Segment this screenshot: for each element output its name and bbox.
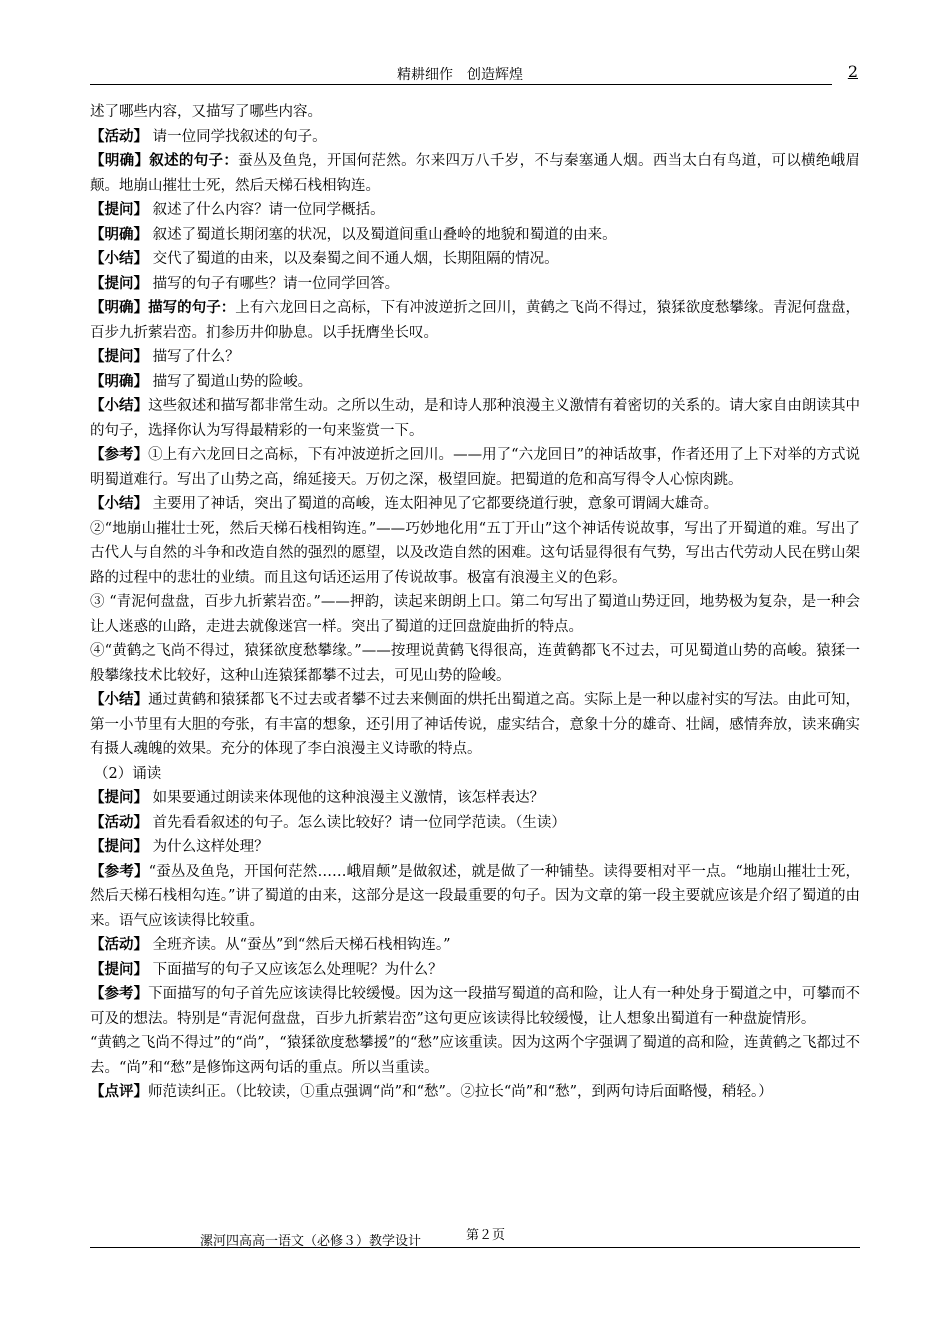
paragraph-text: 主要用了神话，突出了蜀道的高峻，连太阳神见了它都要绕道行驶，意象可谓阔大雄奇。 (148, 496, 719, 512)
paragraph (90, 125, 860, 150)
paragraph (90, 517, 860, 591)
paragraph (90, 811, 860, 836)
paragraph-text: 全班齐读。从“蚕丛”到“然后天梯石栈相钩连。” (148, 937, 451, 953)
paragraph (90, 1031, 860, 1080)
section-tag: 【参考】 (90, 862, 149, 880)
paragraph-text: 叙述了什么内容？请一位同学概括。 (148, 202, 385, 218)
section-tag: 【点评】 (90, 1083, 148, 1100)
section-tag: 【活动】 (90, 813, 148, 831)
paragraph (90, 860, 860, 934)
paragraph-text: 请一位同学找叙述的句子。 (148, 128, 327, 145)
section-tag: 【小结】 (90, 495, 148, 512)
paragraph (90, 223, 860, 248)
paragraph (90, 345, 860, 370)
section-tag: 【小结】 (90, 397, 149, 414)
paragraph-text: ①上有六龙回日之高标，下有冲波逆折之回川。——用了“六龙回日”的神话故事，作者还用了上下对举的方式说明蜀道难行。写出了山势之高，绵延接天。万仞之深，极望回旋。把蜀道的危和高写得令人心惊肉跳。 (90, 447, 860, 488)
paragraph-text: ③ “青泥何盘盘，百步九折萦岩峦。”——押韵，读起来朗朗上口。第二句写出了蜀道山势迂回，地势极为复杂，是一种会让人迷惑的山路，走进去就像迷宫一样。突出了蜀道的迂回盘旋曲折的特点。 (90, 594, 860, 635)
paragraph (90, 688, 860, 762)
paragraph (90, 100, 860, 125)
section-tag: 【参考】 (90, 446, 149, 463)
header-page-number: 2 (847, 62, 858, 81)
section-tag: 【活动】 (90, 127, 148, 145)
section-tag: 【小结】 (90, 691, 149, 708)
paragraph-text: 下面描写的句子又应该怎么处理呢？为什么？ (148, 961, 443, 978)
section-tag: 【提问】 (90, 274, 148, 292)
paragraph (90, 247, 860, 272)
paragraph-text: 蚕丛及鱼凫，开国何茫然。尔来四万八千岁，不与秦塞通人烟。西当太白有鸟道，可以横绝峨眉颠。地崩山摧壮士死，然后天梯石栈相钩连。 (90, 153, 860, 194)
paragraph (90, 149, 860, 198)
paragraph (90, 296, 860, 345)
paragraph-text: 描写了什么？ (148, 349, 240, 365)
paragraph-text: （2）诵读 (94, 765, 162, 782)
paragraph-text: 下面描写的句子首先应该读得比较缓慢。因为这一段描写蜀道的高和险，让人有一种处身于蜀道之中，可攀而不可及的想法。特别是“青泥何盘盘，百步九折萦岩峦”这句更应该读得比较缓慢，让人想象出蜀道有一种盘旋情形。 (90, 986, 861, 1027)
section-tag: 【提问】 (90, 838, 148, 855)
section-tag: 【提问】 (90, 201, 148, 218)
paragraph-text: 描写的句子有哪些？请一位同学回答。 (148, 275, 400, 292)
section-tag: 【提问】 (90, 348, 148, 365)
paragraph-text: ②“地崩山摧壮士死，然后天梯石栈相钩连。”——巧妙地化用“五丁开山”这个神话传说故事，写出了开蜀道的难。写出了古代人与自然的斗争和改造自然的强烈的愿望，以及改造自然的困难。这句话显得很有气势，写出古代劳动人民在劈山架路的过程中的悲壮的业绩。而且这句话还运用了传说故事。极富有浪漫主义的色彩。 (90, 520, 860, 586)
footer-page-number: 第２页 (466, 1228, 506, 1243)
section-tag: 【提问】 (90, 789, 148, 806)
section-tag: 【明确】 (90, 225, 148, 243)
paragraph-text: 这些叙述和描写都非常生动。之所以生动，是和诗人那种浪漫主义激情有着密切的关系的。请大家自由朗读其中的句子，选择你认为写得最精彩的一句来鉴赏一下。 (90, 398, 861, 439)
page-footer (90, 1222, 860, 1250)
paragraph (90, 1080, 860, 1105)
header-title: 精耕细作 创造辉煌 (397, 67, 523, 83)
document-body (90, 100, 860, 1105)
paragraph (90, 590, 860, 639)
paragraph (90, 933, 860, 958)
paragraph-text: 叙述了蜀道长期闭塞的状况，以及蜀道间重山叠岭的地貌和蜀道的由来。 (148, 226, 617, 243)
section-tag: 【明确】描写的句子： (90, 299, 236, 316)
paragraph (90, 394, 860, 443)
paragraph (90, 492, 860, 517)
section-tag: 【提问】 (90, 960, 148, 978)
paragraph-text: “黄鹤之飞尚不得过”的“尚”，“猿猱欲度愁攀援”的“愁”应该重读。因为这两个字强调了蜀道的高和险，连黄鹤之飞都过不去。“尚”和“愁”是修饰这两句话的重点。所以当重读。 (90, 1035, 860, 1076)
section-tag: 【明确】 (90, 372, 148, 390)
footer-course-title: 漯河四高高一语文（必修３）教学设计 (200, 1234, 422, 1249)
paragraph-text: 通过黄鹤和猿猱都飞不过去或者攀不过去来侧面的烘托出蜀道之高。实际上是一种以虚衬实的写法。由此可知，第一小节里有大胆的夸张，有丰富的想象，还引用了神话传说，虚实结合，意象十分的雄奇、壮阔，感情奔放，读来确实有摄人魂魄的效果。充分的体现了李白浪漫主义诗歌的特点。 (90, 692, 861, 757)
paragraph (90, 272, 860, 297)
section-tag: 【活动】 (90, 936, 148, 953)
paragraph-text: 师范读纠正。（比较读，①重点强调“尚”和“愁”。②拉长“尚”和“愁”，到两句诗后面略慢，稍轻。） (148, 1084, 773, 1100)
paragraph (90, 443, 860, 492)
paragraph (90, 639, 860, 688)
paragraph (90, 982, 860, 1031)
section-tag: 【小结】 (90, 250, 148, 267)
paragraph (90, 835, 860, 860)
paragraph (90, 958, 860, 983)
section-tag: 【参考】 (90, 985, 149, 1002)
paragraph (90, 762, 860, 787)
paragraph-text: ④“黄鹤之飞尚不得过，猿猱欲度愁攀缘。”——按理说黄鹤飞得很高，连黄鹤都飞不过去，可见蜀道山势的高峻。猿猱一般攀缘技术比较好，这种山连猿猱都攀不过去，可见山势的险峻。 (90, 643, 860, 684)
paragraph-text: 如果要通过朗读来体现他的这种浪漫主义激情，该怎样表达？ (148, 790, 545, 806)
paragraph-text: 描写了蜀道山势的险峻。 (148, 373, 313, 390)
paragraph-text: 述了哪些内容，又描写了哪些内容。 (90, 104, 322, 120)
paragraph-text: “蚕丛及鱼凫，开国何茫然……峨眉颠”是做叙述，就是做了一种铺垫。读得要相对平一点。“地崩山摧壮士死，然后天梯石栈相勾连。”讲了蜀道的由来，这部分是这一段最重要的句子。因为文章的第一段主要就应该是介绍了蜀道的由来。语气应该读得比较重。 (90, 863, 861, 929)
paragraph-text: 首先看看叙述的句子。怎么读比较好？请一位同学范读。（生读） (148, 814, 566, 831)
paragraph (90, 198, 860, 223)
section-tag: 【明确】叙述的句子： (90, 152, 239, 169)
paragraph-text: 为什么这样处理？ (148, 839, 269, 855)
paragraph-text: 上有六龙回日之高标，下有冲波逆折之回川，黄鹤之飞尚不得过，猿猱欲度愁攀缘。青泥何盘盘，百步九折萦岩峦。扪参历井仰胁息。以手抚膺坐长叹。 (90, 300, 861, 341)
paragraph (90, 370, 860, 395)
header-rule (90, 84, 832, 85)
page-header (90, 62, 858, 84)
footer-rule (90, 1247, 860, 1248)
paragraph-text: 交代了蜀道的由来，以及秦蜀之间不通人烟，长期阻隔的情况。 (148, 251, 559, 267)
paragraph (90, 786, 860, 811)
